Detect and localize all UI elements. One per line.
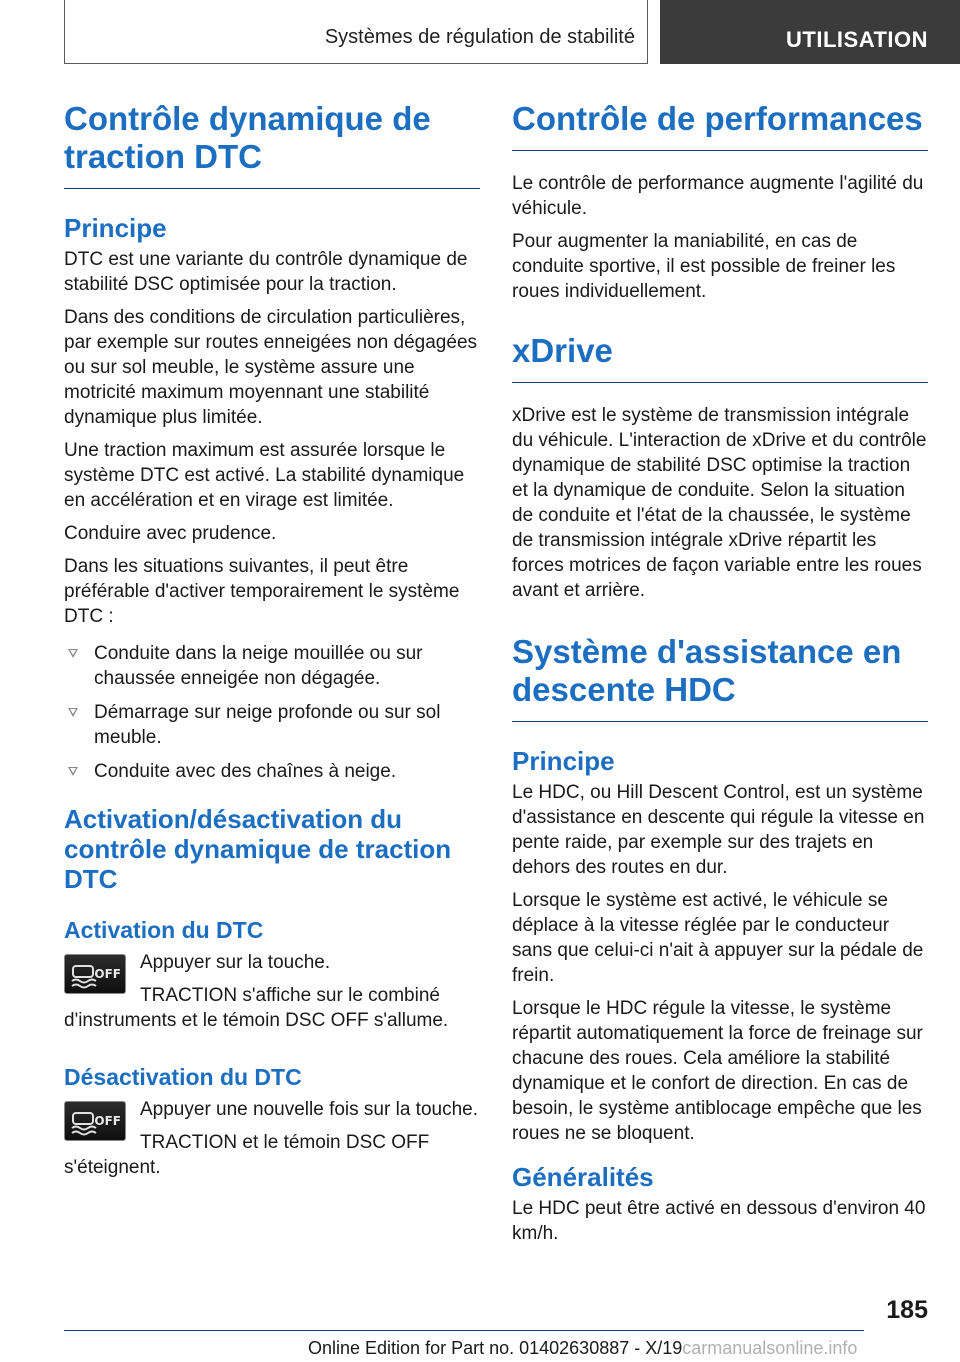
section-title: Systèmes de régulation de stabilité [324, 26, 635, 48]
heading-generalites: Généralités [512, 1162, 654, 1192]
footer-divider [64, 1330, 864, 1331]
paragraph: Dans les situations suivantes, il peut être préférable d'activer temporairement le système DTC : [64, 556, 460, 627]
heading-principe: Principe [64, 213, 167, 243]
chapter-tab [660, 0, 960, 64]
heading-hdc: Système d'assistance en descente HDC [512, 633, 928, 722]
heading-activation: Activation/désactivation du contrôle dynamique de traction DTC [64, 804, 452, 894]
paragraph: TRACTION et le témoin DSC OFF s'éteignent. [64, 1132, 430, 1178]
paragraph: TRACTION s'affiche sur le combiné d'instruments et le témoin DSC OFF s'allume. [64, 985, 449, 1031]
heading-xdrive: xDrive [512, 332, 928, 383]
list-item: Démarrage sur neige profonde ou sur sol meuble. [64, 700, 480, 750]
paragraph: Pour augmenter la maniabilité, en cas de conduite sportive, il est possible de freiner les roues individuellement. [512, 231, 896, 302]
dtc-off-button-icon: OFF [64, 1101, 126, 1141]
chapter-tab-label: UTILISATION [786, 27, 928, 52]
bullet-triangle-icon [68, 649, 78, 658]
page-number: 185 [886, 1296, 928, 1324]
right-column [512, 100, 928, 1254]
subheading-activation: Activation du DTC [64, 917, 264, 943]
paragraph: DTC est une variante du contrôle dynamique de stabilité DSC optimisée pour la traction. [64, 249, 468, 295]
paragraph: Conduire avec prudence. [64, 523, 277, 544]
paragraph: xDrive est le système de transmission intégrale du véhicule. L'interaction de xDrive et du contrôle dynamique de stabilité DSC optimise la traction et la dynamique de conduite. Selon la situation de conduite et l'état de la chaussée, le système de transmission intégrale xDrive répartit les forces motrices de façon variable entre les roues avant et arrière. [512, 405, 927, 601]
dtc-off-button-icon: OFF [64, 954, 126, 994]
heading-performance: Contrôle de performances [512, 100, 928, 151]
left-column [64, 100, 480, 1188]
heading-dtc: Contrôle dynamique de traction DTC [64, 100, 480, 189]
list-item: Conduite dans la neige mouillée ou sur chaussée enneigée non dégagée. [64, 641, 480, 691]
paragraph: Le HDC peut être activé en dessous d'environ 40 km/h. [512, 1198, 926, 1244]
paragraph: Une traction maximum est assurée lorsque le système DTC est activé. La stabilité dynamique en accélération et en virage est limitée. [64, 440, 465, 511]
header-box [64, 0, 648, 64]
list-item: Conduite avec des chaînes à neige. [64, 759, 480, 784]
paragraph: Lorsque le système est activé, le véhicule se déplace à la vitesse réglée par le conducteur sans que celui-ci n'ait à appuyer sur la pédale de frein. [512, 890, 924, 986]
subheading-deactivation: Désactivation du DTC [64, 1064, 302, 1090]
heading-principe-hdc: Principe [512, 746, 615, 776]
bullet-list [64, 641, 480, 784]
paragraph: Appuyer sur la touche. [140, 952, 331, 973]
bullet-triangle-icon [68, 767, 78, 776]
bullet-triangle-icon [68, 708, 78, 717]
paragraph: Dans des conditions de circulation particulières, par exemple sur routes enneigées non dégagées ou sur sol meuble, le système assure une motricité maximum moyennant une stabilité dynamique plus limitée. [64, 307, 478, 428]
paragraph: Le contrôle de performance augmente l'agilité du véhicule. [512, 173, 924, 219]
watermark: carmanualsonline.info [682, 1338, 858, 1358]
paragraph: Lorsque le HDC régule la vitesse, le système répartit automatiquement la force de freinage sur chacune des roues. Cela améliore la stabilité dynamique et le confort de direction. En cas de besoin, le système antiblocage empêche que les roues ne se bloquent. [512, 998, 923, 1144]
paragraph: Le HDC, ou Hill Descent Control, est un système d'assistance en descente qui régule la vitesse en pente raide, par exemple sur des trajets en dehors des routes en dur. [512, 782, 925, 878]
footer-edition: Online Edition for Part no. 01402630887 - X/19carmanualsonline.info [308, 1338, 858, 1358]
paragraph: Appuyer une nouvelle fois sur la touche. [140, 1099, 478, 1120]
